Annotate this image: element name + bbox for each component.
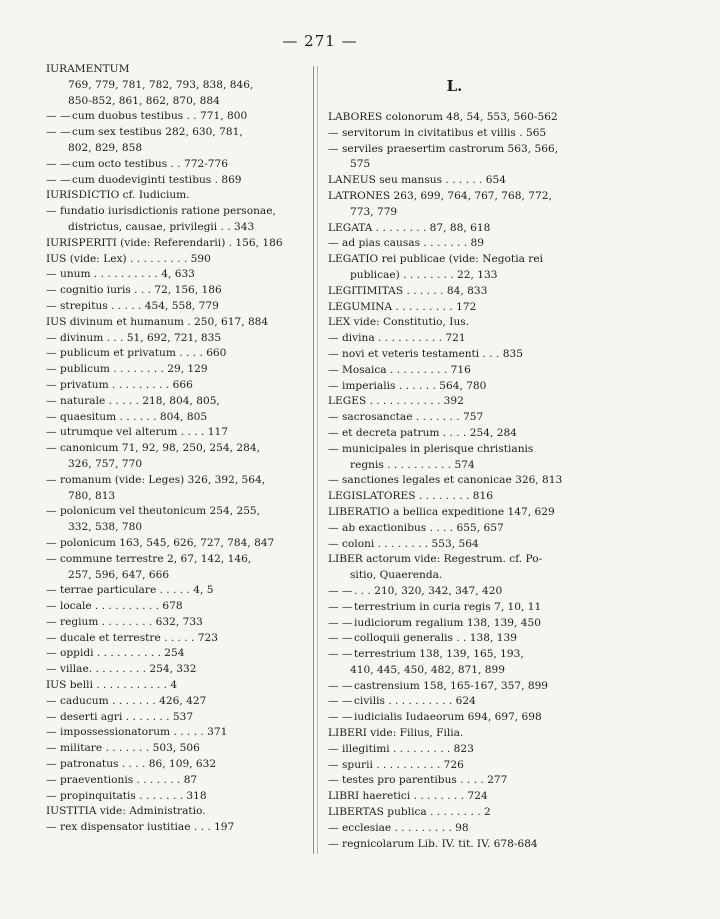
index-dash: — xyxy=(46,663,57,676)
index-entry-text: publicum . . . . . . . . 29, 129 xyxy=(60,363,208,376)
index-entry-text: regnicolarum Lib. IV. tit. IV. 678-684 xyxy=(342,837,538,850)
index-entry-text: terrestrium in curia regis 7, 10, 11 xyxy=(354,600,542,613)
index-subentry xyxy=(46,346,299,362)
index-entry-heading xyxy=(328,252,581,268)
index-dash: — xyxy=(328,411,339,424)
index-dash: — — xyxy=(328,711,353,724)
index-subentry xyxy=(46,410,299,426)
index-dash: — xyxy=(46,299,57,312)
index-subentry xyxy=(46,299,299,315)
index-dash: — xyxy=(46,378,57,391)
index-entry-text: LIBERTAS publica . . . . . . . . 2 xyxy=(328,806,491,819)
index-subentry xyxy=(328,694,581,710)
index-entry-text: districtus, causae, privilegii . . 343 xyxy=(68,220,255,233)
index-entry-text: LANEUS seu mansus . . . . . . 654 xyxy=(328,174,507,187)
index-entry-continuation xyxy=(328,205,581,221)
index-subentry xyxy=(328,679,581,695)
index-entry-heading xyxy=(328,315,581,331)
index-entry-text: ducale et terrestre . . . . . 723 xyxy=(60,631,218,644)
index-subentry xyxy=(328,410,581,426)
index-entry-text: IUS divinum et humanum . 250, 617, 884 xyxy=(46,315,269,328)
index-subentry xyxy=(328,742,581,758)
index-entry-text: LEGISLATORES . . . . . . . . 816 xyxy=(328,490,493,503)
index-entry-text: quaesitum . . . . . . 804, 805 xyxy=(60,410,208,423)
index-dash: — xyxy=(46,505,57,518)
index-subentry xyxy=(46,441,299,457)
index-entry-text: IURAMENTUM xyxy=(46,63,130,75)
index-subentry xyxy=(328,473,581,489)
index-dash: — xyxy=(46,552,57,565)
index-entry-continuation xyxy=(46,520,299,536)
index-entry-text: cum sex testibus 282, 630, 781, xyxy=(72,126,243,139)
index-subentry xyxy=(46,631,299,647)
index-entry-heading xyxy=(328,110,581,126)
index-entry-text: locale . . . . . . . . . . 678 xyxy=(60,600,183,613)
index-subentry xyxy=(328,616,581,632)
index-entry-text: imperialis . . . . . . 564, 780 xyxy=(342,379,487,392)
index-subentry xyxy=(328,584,581,600)
index-subentry xyxy=(328,347,581,363)
index-subentry xyxy=(46,583,299,599)
index-entry-text: terrae particulare . . . . . 4, 5 xyxy=(60,584,214,597)
index-subentry xyxy=(46,646,299,662)
index-entry-text: sanctiones legales et canonicae 326, 813 xyxy=(342,474,563,487)
index-entry-heading xyxy=(328,726,581,742)
index-entry-text: caducum . . . . . . . 426, 427 xyxy=(60,694,207,707)
index-entry-text: castrensium 158, 165-167, 357, 899 xyxy=(354,679,549,692)
index-subentry xyxy=(328,142,581,158)
index-subentry xyxy=(46,504,299,520)
index-dash: — — xyxy=(328,616,353,629)
index-entry-text: 773, 779 xyxy=(350,205,398,218)
index-entry-heading xyxy=(46,62,299,78)
index-subentry xyxy=(46,473,299,489)
index-dash: — xyxy=(328,837,339,850)
index-entry-text: privatum . . . . . . . . . 666 xyxy=(60,378,193,391)
index-entry-text: LIBER actorum vide: Regestrum. cf. Po- xyxy=(328,553,543,566)
index-entry-text: 850-852, 861, 862, 870, 884 xyxy=(68,94,220,107)
index-entry-text: divinum . . . 51, 692, 721, 835 xyxy=(60,331,222,344)
index-dash: — xyxy=(328,442,339,455)
index-subentry xyxy=(328,363,581,379)
index-entry-text: divina . . . . . . . . . . 721 xyxy=(342,332,466,345)
index-entry-text: testes pro parentibus . . . . 277 xyxy=(342,774,508,787)
index-entry-text: patronatus . . . . 86, 109, 632 xyxy=(60,758,217,771)
index-entry-text: 575 xyxy=(350,158,371,171)
index-dash: — xyxy=(46,394,57,407)
index-dash: — xyxy=(46,694,57,707)
index-entry-text: cum duobus testibus . . 771, 800 xyxy=(72,110,248,123)
index-subentry xyxy=(46,757,299,773)
index-subentry xyxy=(46,204,299,220)
index-entry-text: IURISPERITI (vide: Referendarii) . 156, 186 xyxy=(46,236,283,249)
index-entry-text: regnis . . . . . . . . . . 574 xyxy=(350,458,475,471)
index-entry-text: LEGUMINA . . . . . . . . . 172 xyxy=(328,300,477,313)
index-entry-text: 410, 445, 450, 482, 871, 899 xyxy=(350,663,505,676)
index-dash: — xyxy=(46,615,57,628)
index-dash: — xyxy=(46,758,57,771)
index-subentry xyxy=(46,362,299,378)
index-entry-text: 332, 538, 780 xyxy=(68,521,143,534)
index-dash: — xyxy=(46,426,57,439)
index-dash: — xyxy=(328,774,339,787)
index-entry-text: rex dispensator iustitiae . . . 197 xyxy=(60,821,235,834)
index-entry-continuation xyxy=(46,457,299,473)
index-subentry xyxy=(46,536,299,552)
index-entry-text: coloni . . . . . . . . 553, 564 xyxy=(342,537,479,550)
column-divider xyxy=(313,66,318,854)
index-entry-heading xyxy=(328,173,581,189)
index-entry-text: publicum et privatum . . . . 660 xyxy=(60,347,227,360)
index-entry-text: servitorum in civitatibus et villis . 565 xyxy=(342,126,547,139)
index-subentry xyxy=(46,173,299,189)
index-entry-text: civilis . . . . . . . . . . 624 xyxy=(354,695,476,708)
index-dash: — xyxy=(46,773,57,786)
index-entry-continuation xyxy=(328,568,581,584)
index-entry-heading xyxy=(328,300,581,316)
index-entry-continuation xyxy=(328,663,581,679)
index-subentry xyxy=(328,821,581,837)
index-dash: — xyxy=(328,758,339,771)
index-dash: — xyxy=(328,537,339,550)
index-dash: — — xyxy=(328,600,353,613)
index-dash: — xyxy=(328,821,339,834)
index-entry-text: ad pias causas . . . . . . . 89 xyxy=(342,237,485,250)
index-dash: — xyxy=(46,536,57,549)
index-dash: — xyxy=(46,631,57,644)
index-entry-text: oppidi . . . . . . . . . . 254 xyxy=(60,647,185,660)
index-subentry xyxy=(46,694,299,710)
index-dash: — — xyxy=(328,648,353,661)
index-dash: — xyxy=(328,379,339,392)
index-dash: — xyxy=(328,521,339,534)
index-dash: — xyxy=(328,347,339,360)
index-entry-text: Mosaica . . . . . . . . . 716 xyxy=(342,363,471,376)
index-dash: — xyxy=(328,363,339,376)
index-entry-text: ecclesiae . . . . . . . . . 98 xyxy=(342,821,469,834)
index-entry-text: commune terrestre 2, 67, 142, 146, xyxy=(60,552,252,565)
index-entry-text: cognitio iuris . . . 72, 156, 186 xyxy=(60,284,222,297)
index-entry-text: LEGATIO rei publicae (vide: Negotia rei xyxy=(328,253,543,266)
index-entry-text: . . . 210, 320, 342, 347, 420 xyxy=(354,584,503,597)
index-dash: — xyxy=(46,363,57,376)
index-entry-text: LIBRI haeretici . . . . . . . . 724 xyxy=(328,790,488,803)
index-subentry xyxy=(46,157,299,173)
index-entry-text: sitio, Quaerenda. xyxy=(350,569,443,582)
index-column-right xyxy=(328,62,581,852)
index-entry-text: publicae) . . . . . . . . 22, 133 xyxy=(350,268,498,281)
index-entry-heading xyxy=(46,252,299,268)
index-subentry xyxy=(46,789,299,805)
index-entry-continuation xyxy=(46,489,299,505)
index-entry-heading xyxy=(328,789,581,805)
index-entry-continuation xyxy=(328,458,581,474)
index-subentry xyxy=(46,552,299,568)
index-subentry xyxy=(46,741,299,757)
index-entry-heading xyxy=(328,284,581,300)
index-dash: — — xyxy=(328,695,353,708)
index-dash: — — xyxy=(46,173,71,186)
index-entry-text: militare . . . . . . . 503, 506 xyxy=(60,742,200,755)
index-entry-continuation xyxy=(46,568,299,584)
index-entry-text: utrumque vel alterum . . . . 117 xyxy=(60,426,228,439)
index-subentry xyxy=(46,267,299,283)
index-entry-continuation xyxy=(328,157,581,173)
index-entry-text: LEX vide: Constitutio, Ius. xyxy=(328,316,470,329)
index-subentry xyxy=(46,773,299,789)
index-entry-text: 326, 757, 770 xyxy=(68,457,143,470)
index-entry-heading xyxy=(46,678,299,694)
index-entry-text: deserti agri . . . . . . . 537 xyxy=(60,710,194,723)
index-entry-heading xyxy=(328,805,581,821)
index-subentry xyxy=(46,599,299,615)
index-entry-text: 769, 779, 781, 782, 793, 838, 846, xyxy=(68,78,254,91)
index-entry-text: polonicum vel theutonicum 254, 255, xyxy=(60,505,261,518)
index-entry-continuation xyxy=(46,141,299,157)
index-entry-text: 802, 829, 858 xyxy=(68,141,143,154)
index-subentry xyxy=(328,426,581,442)
index-entry-heading xyxy=(328,505,581,521)
page-number: — 271 — xyxy=(282,32,358,50)
index-dash: — — xyxy=(328,632,353,645)
index-subentry xyxy=(328,631,581,647)
index-subentry xyxy=(328,758,581,774)
index-entry-text: fundatio iurisdictionis ratione personae, xyxy=(60,205,276,218)
index-entry-text: strepitus . . . . . 454, 558, 779 xyxy=(60,299,219,312)
index-entry-heading xyxy=(328,189,581,205)
index-dash: — xyxy=(328,742,339,755)
index-entry-text: IURISDICTIO cf. Iudicium. xyxy=(46,189,190,202)
index-subentry xyxy=(46,662,299,678)
index-subentry xyxy=(46,331,299,347)
index-entry-heading xyxy=(46,804,299,820)
index-entry-text: LABORES colonorum 48, 54, 553, 560-562 xyxy=(328,111,558,123)
index-dash: — xyxy=(328,142,339,155)
index-entry-text: praeventionis . . . . . . . 87 xyxy=(60,773,198,786)
index-dash: — xyxy=(328,426,339,439)
index-dash: — xyxy=(46,347,57,360)
index-dash: — xyxy=(46,442,57,455)
index-dash: — — xyxy=(328,584,353,597)
index-dash: — xyxy=(46,600,57,613)
index-dash: — xyxy=(46,584,57,597)
index-dash: — xyxy=(46,821,57,834)
index-dash: — xyxy=(46,726,57,739)
index-entry-heading xyxy=(328,394,581,410)
index-entry-text: cum octo testibus . . 772-776 xyxy=(72,157,228,170)
index-subentry xyxy=(46,710,299,726)
index-subentry xyxy=(46,125,299,141)
index-entry-text: novi et veteris testamenti . . . 835 xyxy=(342,347,523,360)
index-dash: — xyxy=(328,126,339,139)
index-subentry xyxy=(328,521,581,537)
index-entry-text: spurii . . . . . . . . . . 726 xyxy=(342,758,464,771)
index-entry-text: regium . . . . . . . . 632, 733 xyxy=(60,615,203,628)
index-entry-text: propinquitatis . . . . . . . 318 xyxy=(60,789,207,802)
index-subentry xyxy=(46,394,299,410)
index-entry-heading xyxy=(46,188,299,204)
index-entry-text: LATRONES 263, 699, 764, 767, 768, 772, xyxy=(328,189,552,202)
index-subentry xyxy=(328,379,581,395)
index-subentry xyxy=(46,283,299,299)
index-dash: — xyxy=(46,284,57,297)
index-entry-text: iudicialis Iudaeorum 694, 697, 698 xyxy=(354,711,542,724)
index-subentry xyxy=(328,710,581,726)
index-subentry xyxy=(46,615,299,631)
index-entry-heading xyxy=(46,236,299,252)
index-entry-text: polonicum 163, 545, 626, 727, 784, 847 xyxy=(60,536,275,549)
index-entry-text: colloquii generalis . . 138, 139 xyxy=(354,632,517,645)
section-letter: L. xyxy=(446,77,463,95)
index-entry-text: cum duodeviginti testibus . 869 xyxy=(72,173,242,186)
index-entry-text: LEGATA . . . . . . . . 87, 88, 618 xyxy=(328,221,491,234)
index-entry-text: serviles praesertim castrorum 563, 566, xyxy=(342,142,559,155)
index-subentry xyxy=(328,773,581,789)
index-entry-text: ab exactionibus . . . . 655, 657 xyxy=(342,521,504,534)
index-dash: — xyxy=(328,474,339,487)
index-dash: — xyxy=(46,647,57,660)
index-entry-text: IUS (vide: Lex) . . . . . . . . . 590 xyxy=(46,252,211,265)
index-dash: — — xyxy=(46,110,71,123)
index-entry-text: 780, 813 xyxy=(68,489,116,502)
index-entry-text: LEGES . . . . . . . . . . . 392 xyxy=(328,395,464,408)
index-subentry xyxy=(328,600,581,616)
index-entry-text: sacrosanctae . . . . . . . 757 xyxy=(342,411,484,424)
index-entry-text: naturale . . . . . 218, 804, 805, xyxy=(60,394,220,407)
index-entry-text: LEGITIMITAS . . . . . . 84, 833 xyxy=(328,284,488,297)
index-subentry xyxy=(46,378,299,394)
index-dash: — xyxy=(46,410,57,423)
index-entry-text: municipales in plerisque christianis xyxy=(342,442,534,455)
index-entry-text: terrestrium 138, 139, 165, 193, xyxy=(354,648,524,661)
index-subentry xyxy=(328,236,581,252)
index-dash: — xyxy=(46,710,57,723)
index-entry-text: LIBERATIO a bellica expeditione 147, 629 xyxy=(328,505,555,518)
index-subentry xyxy=(46,725,299,741)
index-dash: — — xyxy=(328,679,353,692)
index-entry-continuation xyxy=(46,94,299,110)
index-subentry xyxy=(46,820,299,836)
index-entry-text: impossessionatorum . . . . . 371 xyxy=(60,726,228,739)
index-entry-text: IUSTITIA vide: Administratio. xyxy=(46,805,206,818)
index-entry-text: villae. . . . . . . . . 254, 332 xyxy=(60,663,197,676)
index-dash: — xyxy=(46,742,57,755)
index-subentry xyxy=(328,331,581,347)
index-dash: — xyxy=(328,237,339,250)
index-dash: — xyxy=(328,332,339,345)
index-subentry xyxy=(328,647,581,663)
index-column-left xyxy=(46,62,299,836)
index-entry-text: et decreta patrum . . . . 254, 284 xyxy=(342,426,517,439)
index-entry-continuation xyxy=(328,268,581,284)
index-entry-text: iudiciorum regalium 138, 139, 450 xyxy=(354,616,541,629)
index-entry-text: IUS belli . . . . . . . . . . . 4 xyxy=(46,679,178,692)
index-subentry xyxy=(328,837,581,853)
index-entry-text: illegitimi . . . . . . . . . 823 xyxy=(342,742,474,755)
index-subentry xyxy=(46,109,299,125)
index-dash: — — xyxy=(46,126,71,139)
index-entry-text: LIBERI vide: Filius, Filia. xyxy=(328,727,464,740)
index-entry-text: canonicum 71, 92, 98, 250, 254, 284, xyxy=(60,442,260,455)
index-dash: — xyxy=(46,205,57,218)
index-dash: — — xyxy=(46,157,71,170)
index-subentry xyxy=(328,126,581,142)
index-dash: — xyxy=(46,789,57,802)
index-entry-continuation xyxy=(46,78,299,94)
index-entry-text: 257, 596, 647, 666 xyxy=(68,568,170,581)
index-entry-continuation xyxy=(46,220,299,236)
index-entry-heading xyxy=(328,221,581,237)
index-subentry xyxy=(328,442,581,458)
index-dash: — xyxy=(46,331,57,344)
index-dash: — xyxy=(46,473,57,486)
index-entry-text: unum . . . . . . . . . . 4, 633 xyxy=(60,268,195,281)
index-subentry xyxy=(46,425,299,441)
index-subentry xyxy=(328,537,581,553)
index-entry-heading xyxy=(328,489,581,505)
index-entry-heading xyxy=(46,315,299,331)
index-dash: — xyxy=(46,268,57,281)
index-entry-text: romanum (vide: Leges) 326, 392, 564, xyxy=(60,473,266,486)
index-entry-heading xyxy=(328,552,581,568)
